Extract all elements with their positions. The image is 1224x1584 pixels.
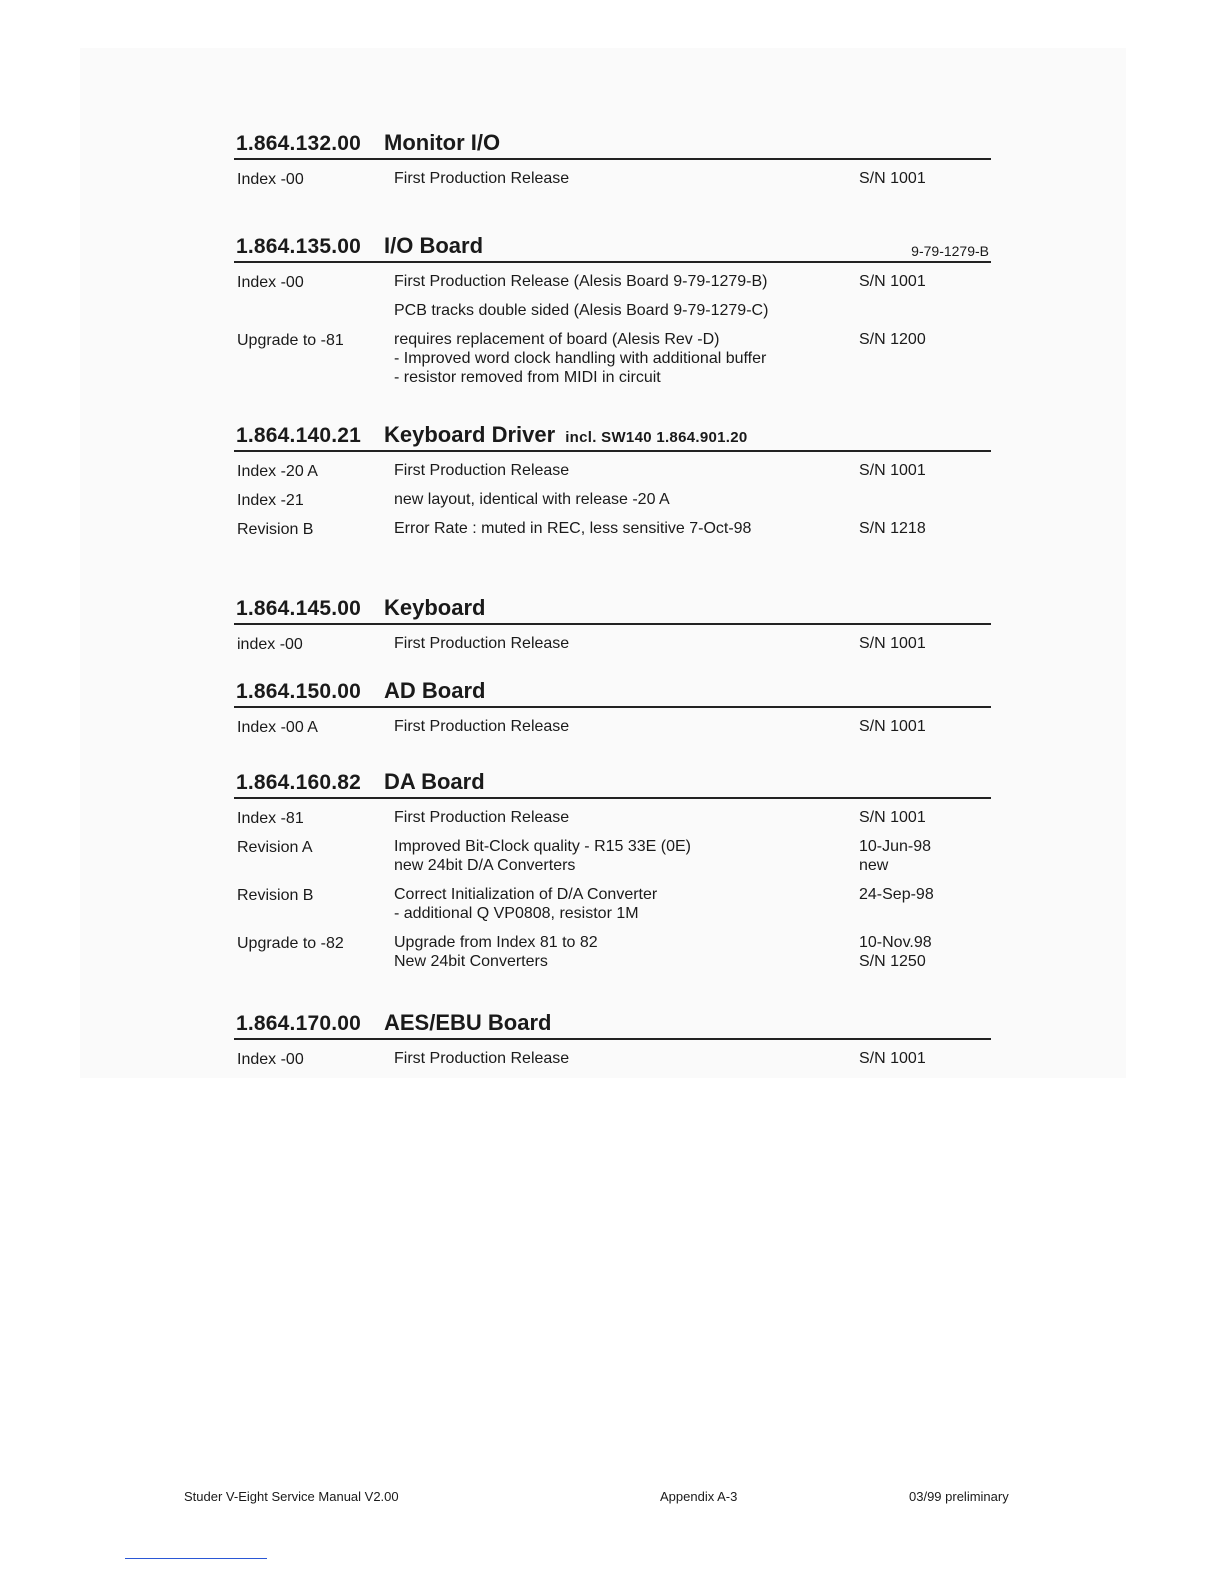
description-line: Correct Initialization of D/A Converter: [394, 886, 658, 903]
serial-or-date: [859, 933, 932, 971]
serial-or-date: [859, 808, 926, 827]
part-section: [234, 674, 991, 746]
note-line: S/N 1250: [859, 953, 926, 970]
revision-description: [394, 519, 854, 538]
serial-or-date: [859, 885, 934, 904]
note-line: S/N 1200: [859, 331, 926, 348]
revision-index: Index -00: [237, 274, 304, 291]
revision-index: Upgrade to -82: [237, 935, 344, 952]
revision-row: [234, 1049, 991, 1068]
revision-index: Index -20 A: [237, 463, 318, 480]
note-line: new: [859, 857, 889, 874]
part-title-text: AES/EBU Board: [384, 1010, 552, 1035]
part-number: 1.864.160.82: [236, 771, 362, 794]
footer-manual-title: Studer V-Eight Service Manual V2.00: [184, 1489, 399, 1504]
serial-or-date: [859, 634, 926, 653]
description-line: First Production Release (Alesis Board 9-79-1279-B): [394, 273, 768, 290]
serial-or-date: [859, 837, 931, 875]
section-header: [234, 765, 991, 799]
revision-description: [394, 717, 854, 736]
note-line: S/N 1001: [859, 718, 926, 735]
revision-row: [234, 634, 991, 653]
description-line: New 24bit Converters: [394, 953, 548, 970]
footer-status: 03/99 preliminary: [909, 1489, 1009, 1504]
revision-row: [234, 461, 991, 480]
revision-row: [234, 169, 991, 188]
part-section: [234, 1006, 991, 1078]
part-title: [384, 1010, 551, 1036]
note-line: S/N 1001: [859, 635, 926, 652]
revision-index: Index -00 A: [237, 719, 318, 736]
revision-list: [234, 799, 991, 971]
revision-description: [394, 634, 854, 653]
description-line: First Production Release: [394, 809, 570, 826]
part-title: [384, 422, 748, 448]
revision-row: [234, 490, 991, 509]
part-section: [234, 765, 991, 981]
part-section: [234, 126, 991, 198]
section-header: [234, 591, 991, 625]
revision-list: [234, 160, 991, 188]
revision-list: [234, 708, 991, 736]
part-title-text: Monitor I/O: [384, 130, 501, 155]
part-section: [234, 229, 991, 397]
description-line: Improved Bit-Clock quality - R15 33E (0E): [394, 838, 691, 855]
description-line: First Production Release: [394, 1050, 570, 1067]
serial-or-date: [859, 330, 926, 349]
revision-index: Index -00: [237, 171, 304, 188]
revision-row: [234, 330, 991, 387]
description-line: First Production Release: [394, 462, 570, 479]
description-line: new 24bit D/A Converters: [394, 857, 576, 874]
part-title-text: AD Board: [384, 678, 486, 703]
revision-description: [394, 301, 854, 320]
board-reference: 9-79-1279-B: [911, 243, 989, 259]
part-title-text: DA Board: [384, 769, 485, 794]
part-title-text: I/O Board: [384, 233, 484, 258]
revision-row: [234, 933, 991, 971]
revision-index: Revision B: [237, 521, 314, 538]
revision-index: Index -81: [237, 810, 304, 827]
part-number: 1.864.150.00: [236, 680, 362, 703]
description-line: First Production Release: [394, 718, 570, 735]
part-section: [234, 591, 991, 663]
note-line: S/N 1001: [859, 1050, 926, 1067]
revision-row: [234, 272, 991, 291]
serial-or-date: [859, 717, 926, 736]
revision-description: [394, 885, 854, 923]
revision-index: Index -00: [237, 1051, 304, 1068]
revision-description: [394, 837, 854, 875]
note-line: S/N 1001: [859, 273, 926, 290]
part-subtitle: incl. SW140 1.864.901.20: [565, 429, 748, 446]
part-section: [234, 418, 991, 548]
revision-row: [234, 717, 991, 736]
part-title-text: Keyboard: [384, 595, 486, 620]
description-line: PCB tracks double sided (Alesis Board 9-79-1279-C): [394, 302, 769, 319]
serial-or-date: [859, 461, 926, 480]
revision-description: [394, 169, 854, 188]
description-line: First Production Release: [394, 170, 570, 187]
description-line: requires replacement of board (Alesis Rev -D): [394, 331, 720, 348]
revision-list: [234, 1040, 991, 1068]
revision-list: [234, 625, 991, 653]
serial-or-date: [859, 1049, 926, 1068]
revision-description: [394, 272, 854, 291]
section-header: [234, 126, 991, 160]
description-line: new layout, identical with release -20 A: [394, 491, 670, 508]
part-number: 1.864.145.00: [236, 597, 362, 620]
description-line: Upgrade from Index 81 to 82: [394, 934, 598, 951]
note-line: 10-Nov.98: [859, 934, 932, 951]
note-line: S/N 1001: [859, 809, 926, 826]
revision-description: [394, 490, 854, 509]
part-title: [384, 130, 500, 156]
part-number: 1.864.140.21: [236, 424, 362, 447]
revision-description: [394, 808, 854, 827]
serial-or-date: [859, 272, 926, 291]
part-title: [384, 595, 485, 621]
description-line: Error Rate : muted in REC, less sensitive 7-Oct-98: [394, 520, 752, 537]
description-line: - resistor removed from MIDI in circuit: [394, 369, 661, 386]
revision-index: Revision B: [237, 887, 314, 904]
part-number: 1.864.132.00: [236, 132, 362, 155]
note-line: S/N 1218: [859, 520, 926, 537]
section-header: [234, 674, 991, 708]
scan-edge-line: [125, 1558, 267, 1559]
note-line: S/N 1001: [859, 170, 926, 187]
revision-description: [394, 330, 854, 387]
revision-description: [394, 461, 854, 480]
part-title: [384, 769, 485, 795]
revision-row: [234, 519, 991, 538]
description-line: - additional Q VP0808, resistor 1M: [394, 905, 639, 922]
section-header: [234, 229, 991, 263]
revision-row: [234, 885, 991, 923]
revision-description: [394, 1049, 854, 1068]
section-header: [234, 418, 991, 452]
footer-page-label: Appendix A-3: [660, 1489, 738, 1504]
part-title-text: Keyboard Driver: [384, 422, 556, 447]
revision-index: Revision A: [237, 839, 313, 856]
part-title: [384, 678, 485, 704]
revision-index: index -00: [237, 636, 303, 653]
revision-description: [394, 933, 854, 971]
serial-or-date: [859, 519, 926, 538]
revision-index: Index -21: [237, 492, 304, 509]
revision-row: [234, 301, 991, 320]
description-line: First Production Release: [394, 635, 570, 652]
revision-row: [234, 837, 991, 875]
revision-index: Upgrade to -81: [237, 332, 344, 349]
serial-or-date: [859, 169, 926, 188]
revision-list: [234, 452, 991, 538]
part-number: 1.864.170.00: [236, 1012, 362, 1035]
part-number: 1.864.135.00: [236, 235, 362, 258]
description-line: - Improved word clock handling with additional buffer: [394, 350, 767, 367]
revision-list: [234, 263, 991, 387]
part-title: [384, 233, 483, 259]
section-header: [234, 1006, 991, 1040]
revision-row: [234, 808, 991, 827]
note-line: S/N 1001: [859, 462, 926, 479]
note-line: 24-Sep-98: [859, 886, 934, 903]
note-line: 10-Jun-98: [859, 838, 932, 855]
